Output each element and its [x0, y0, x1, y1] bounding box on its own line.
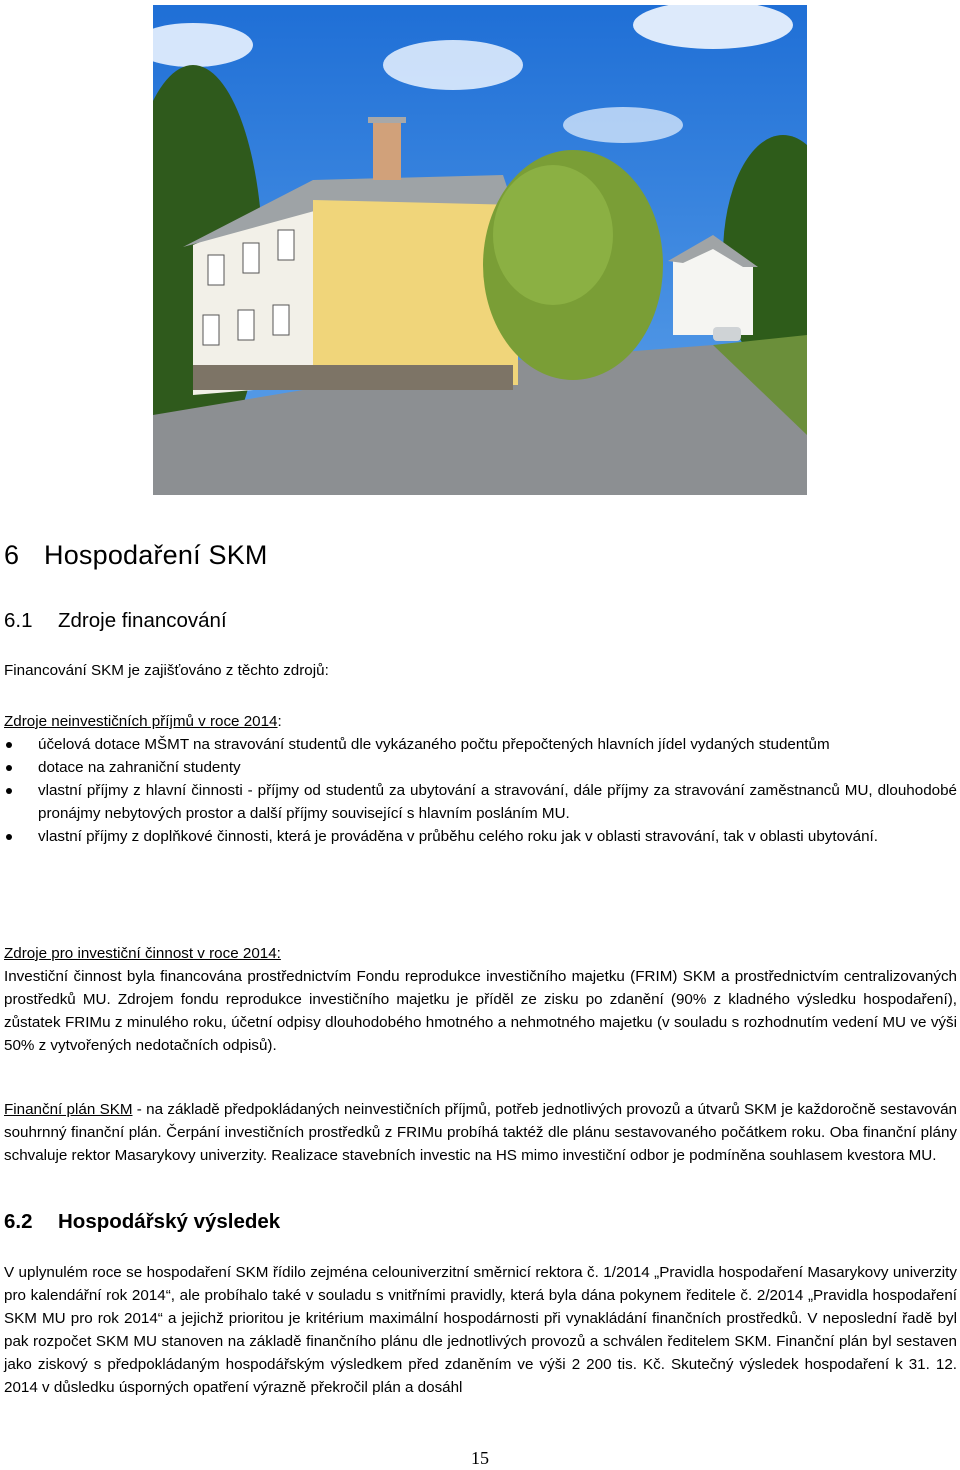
list-item-text: vlastní příjmy z hlavní činnosti - příjmy od studentů za ubytování a stravování, dále příjmy za stravování zaměstnanců MU, dlouhodobé pronájmy nebytových prostor a další příjmy související s hlavním posláním MU.: [38, 782, 957, 822]
noninvest-heading-suffix: :: [277, 713, 282, 730]
photo-building-icon: [153, 5, 807, 495]
list-item-text: vlastní příjmy z doplňkové činnosti, která je prováděna v průběhu celého roku jak v oblasti stravování, tak v oblasti ubytování.: [38, 828, 878, 845]
financial-plan-text: - na základě předpokládaných neinvestičních příjmů, potřeb jednotlivých provozů a útvarů SKM je každoročně sestavován souhrnný finanční plán. Čerpání investičních prostředků z FRIMu probíhá taktéž dle plánu sestavovaného počátkem roku. Oba finanční plány schvaluje rektor Masarykovy univerzity. Realizace stavebních investic na HS mimo investiční odbor je podmíněna souhlasem kvestora MU.: [4, 1101, 957, 1164]
bullet-icon: [6, 765, 12, 771]
section-number: 6.1: [4, 609, 33, 632]
section-heading-result: [4, 1210, 280, 1234]
section-number: 6.2: [4, 1210, 33, 1233]
list-item: [4, 779, 957, 825]
chapter-title: Hospodaření SKM: [44, 540, 268, 570]
section-title: Hospodářský výsledek: [58, 1210, 281, 1233]
noninvest-heading-text: Zdroje neinvestičních příjmů v roce 2014: [4, 713, 278, 730]
list-item: [4, 825, 957, 848]
financial-plan-paragraph: [4, 1098, 957, 1167]
result-paragraph: V uplynulém roce se hospodaření SKM řídilo zejména celouniverzitní směrnicí rektora č. 1/2014 „Pravidla hospodaření Masarykovy univerzity pro kalendářní rok 2014“, ale probíhalo také v souladu s vnitřními pravidly, která byla dána pokynem ředitele č. 2/2014 „Pravidla hospodaření SKM MU pro rok 2014“ a jejichž prioritou je kritérium maximální hospodárnosti při vynakládání finančních prostředků. V neposlední řadě byl pak rozpočet SKM MU stanoven na základě finančního plánu dle jednotlivých provozů a schválen ředitelem SKM. Finanční plán byl sestaven jako ziskový s předpokládaným hospodářským výsledkem před zdaněním ve výši 2 200 tis. Kč. Skutečný výsledek hospodaření k 31. 12. 2014 v důsledku úsporných opatření výrazně překročil plán a dosáhl: [4, 1264, 957, 1396]
section-heading-sources: [4, 609, 227, 633]
invest-paragraph: Investiční činnost byla financována prostřednictvím Fondu reprodukce investičního majetku (FRIM) SKM a prostřednictvím centralizovaných prostředků MU. Zdrojem fondu reprodukce investičního majetku je příděl ze zisku po zdanění (90% z kladného výsledku hospodaření), zůstatek FRIMu z minulého roku, účetní odpisy dlouhodobého hmotného a nehmotného majetku (v souladu s rozhodnutím vedení MU ve výši 50% z vytvořených nedotačních odpisů).: [4, 968, 957, 1054]
list-item: [4, 733, 957, 756]
section-title: Zdroje financování: [58, 609, 227, 632]
noninvest-heading: [4, 710, 957, 733]
noninvest-list: [4, 733, 957, 848]
building-photo: [153, 5, 807, 495]
bullet-icon: [6, 742, 12, 748]
bullet-icon: [6, 788, 12, 794]
chapter-number: 6: [4, 540, 20, 570]
financial-plan-heading: Finanční plán SKM: [4, 1101, 133, 1118]
chapter-heading: [4, 540, 268, 571]
bullet-icon: [6, 834, 12, 840]
invest-heading: Zdroje pro investiční činnost v roce 2014:: [4, 945, 281, 962]
list-item-text: dotace na zahraniční studenty: [38, 759, 241, 776]
list-item-text: účelová dotace MŠMT na stravování studentů dle vykázaného počtu přepočtených hlavních jídel vydaných studentům: [38, 736, 830, 753]
page-number: 15: [471, 1448, 489, 1468]
intro-paragraph: Financování SKM je zajišťováno z těchto zdrojů:: [4, 662, 329, 679]
list-item: [4, 756, 957, 779]
